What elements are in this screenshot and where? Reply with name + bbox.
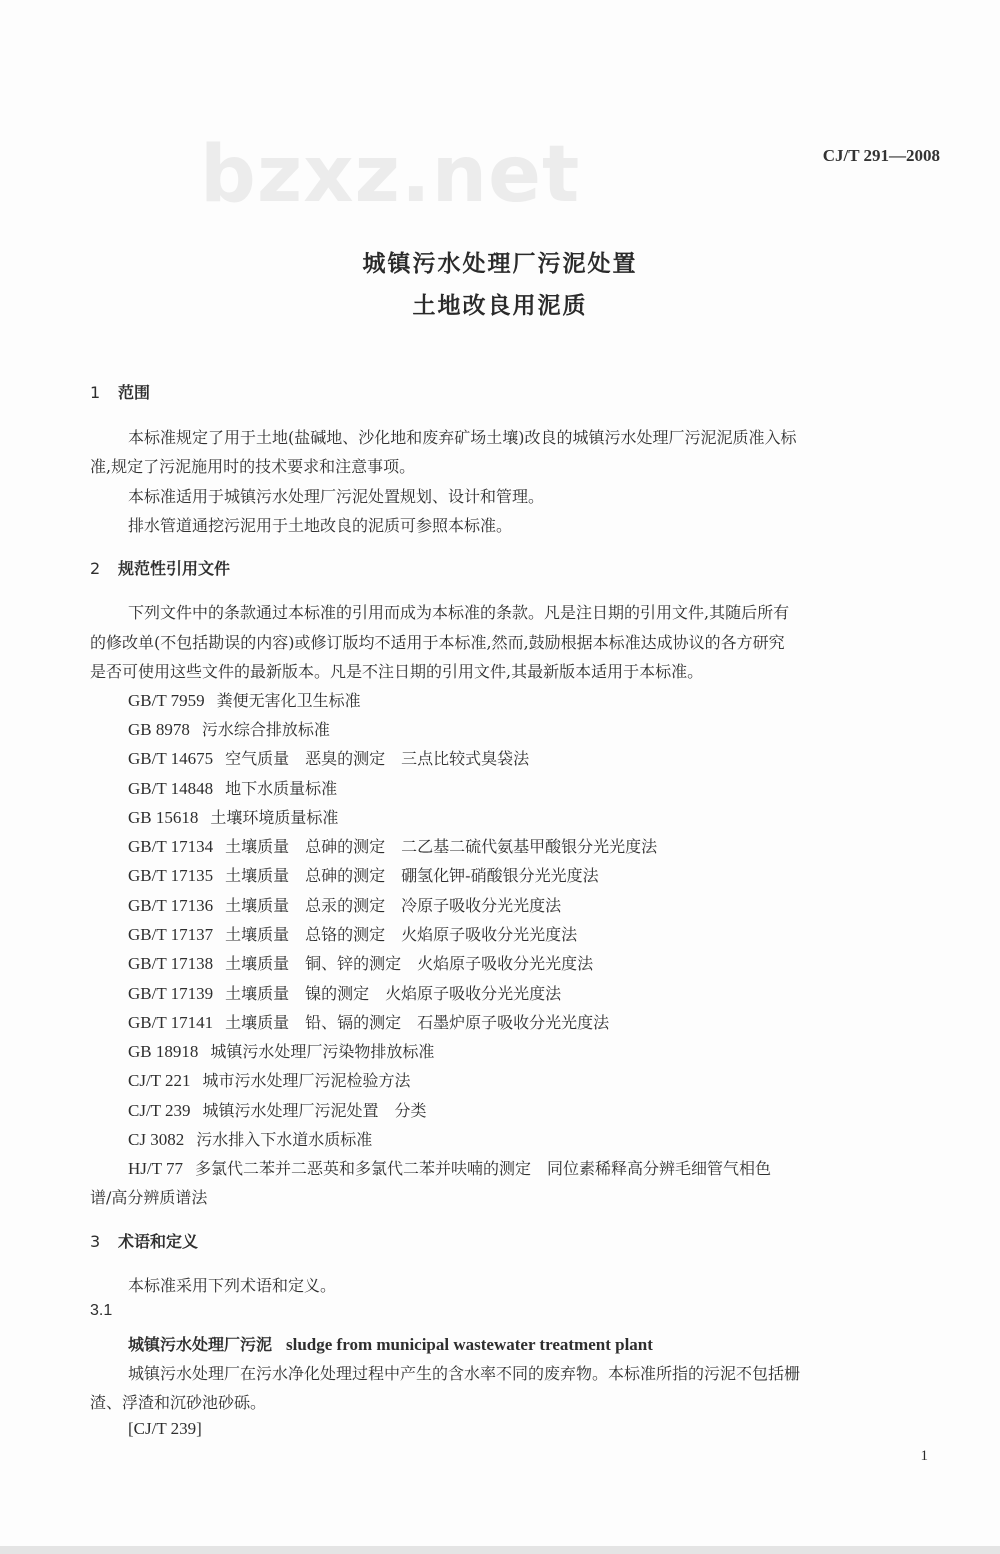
term-definition-b: 渣、浮渣和沉砂池砂砾。 [90,1393,267,1412]
watermark: bzxz.net [200,130,581,220]
term-heading: 城镇污水处理厂污泥 sludge from municipal wastewater treatment plant [128,1335,653,1354]
section-3-heading: 3 术语和定义 [90,1232,199,1251]
page-number: 1 [920,1448,928,1464]
term-source: [CJ/T 239] [128,1419,202,1438]
reference-item: GB/T 7959 粪便无害化卫生标准 [128,691,361,710]
reference-item: GB/T 14675 空气质量 恶臭的测定 三点比较式臭袋法 [128,749,530,768]
reference-item: GB/T 17138 土壤质量 铜、锌的测定 火焰原子吸收分光光度法 [128,954,594,973]
reference-item: CJ 3082 污水排入下水道水质标准 [128,1130,373,1149]
reference-item: GB/T 17139 土壤质量 镍的测定 火焰原子吸收分光光度法 [128,984,562,1003]
subsection-number: 3.1 [90,1302,113,1319]
section-1-para-3: 排水管道通挖污泥用于土地改良的泥质可参照本标准。 [128,516,513,535]
reference-item: GB 15618 土壤环境质量标准 [128,808,339,827]
reference-item: HJ/T 77 多氯代二苯并二恶英和多氯代二苯并呋喃的测定 同位素稀释高分辨毛细管气相色 [128,1159,771,1178]
title-line-2: 土地改良用泥质 [412,293,588,319]
section-2-para-b: 的修改单(不包括勘误的内容)或修订版均不适用于本标准,然而,鼓励根据本标准达成协议的各方研究 [90,633,785,652]
section-2-para-a: 下列文件中的条款通过本标准的引用而成为本标准的条款。凡是注日期的引用文件,其随后所有 [128,603,790,622]
reference-item: GB/T 17141 土壤质量 铅、镉的测定 石墨炉原子吸收分光光度法 [128,1013,610,1032]
term-definition-a: 城镇污水处理厂在污水净化处理过程中产生的含水率不同的废弃物。本标准所指的污泥不包括栅 [128,1364,801,1383]
reference-item: GB/T 17135 土壤质量 总砷的测定 硼氢化钾-硝酸银分光光度法 [128,866,599,885]
reference-item: GB 18918 城镇污水处理厂污染物排放标准 [128,1042,435,1061]
reference-item: GB/T 14848 地下水质量标准 [128,779,338,798]
reference-item: GB/T 17134 土壤质量 总砷的测定 二乙基二硫代氨基甲酸银分光光度法 [128,837,658,856]
reference-item: GB 8978 污水综合排放标准 [128,720,330,739]
section-1-para-1a: 本标准规定了用于土地(盐碱地、沙化地和废弃矿场土壤)改良的城镇污水处理厂污泥泥质准入标 [128,428,797,447]
reference-item: CJ/T 221 城市污水处理厂污泥检验方法 [128,1071,411,1090]
reference-item-continuation: 谱/高分辨质谱法 [90,1188,208,1207]
document-number: CJ/T 291—2008 [822,146,940,165]
section-3-intro: 本标准采用下列术语和定义。 [128,1276,337,1295]
section-2-heading: 2 规范性引用文件 [90,559,231,578]
reference-item: GB/T 17137 土壤质量 总铬的测定 火焰原子吸收分光光度法 [128,925,578,944]
section-1-heading: 1 范围 [90,383,151,402]
reference-item: GB/T 17136 土壤质量 总汞的测定 冷原子吸收分光光度法 [128,896,562,915]
section-1-para-2: 本标准适用于城镇污水处理厂污泥处置规划、设计和管理。 [128,487,545,506]
section-1-para-1b: 准,规定了污泥施用时的技术要求和注意事项。 [90,457,416,476]
reference-item: CJ/T 239 城镇污水处理厂污泥处置 分类 [128,1101,427,1120]
page-bottom-edge [0,1546,1000,1554]
title-line-1: 城镇污水处理厂污泥处置 [362,251,638,277]
section-2-para-c: 是否可使用这些文件的最新版本。凡是不注日期的引用文件,其最新版本适用于本标准。 [90,662,704,681]
